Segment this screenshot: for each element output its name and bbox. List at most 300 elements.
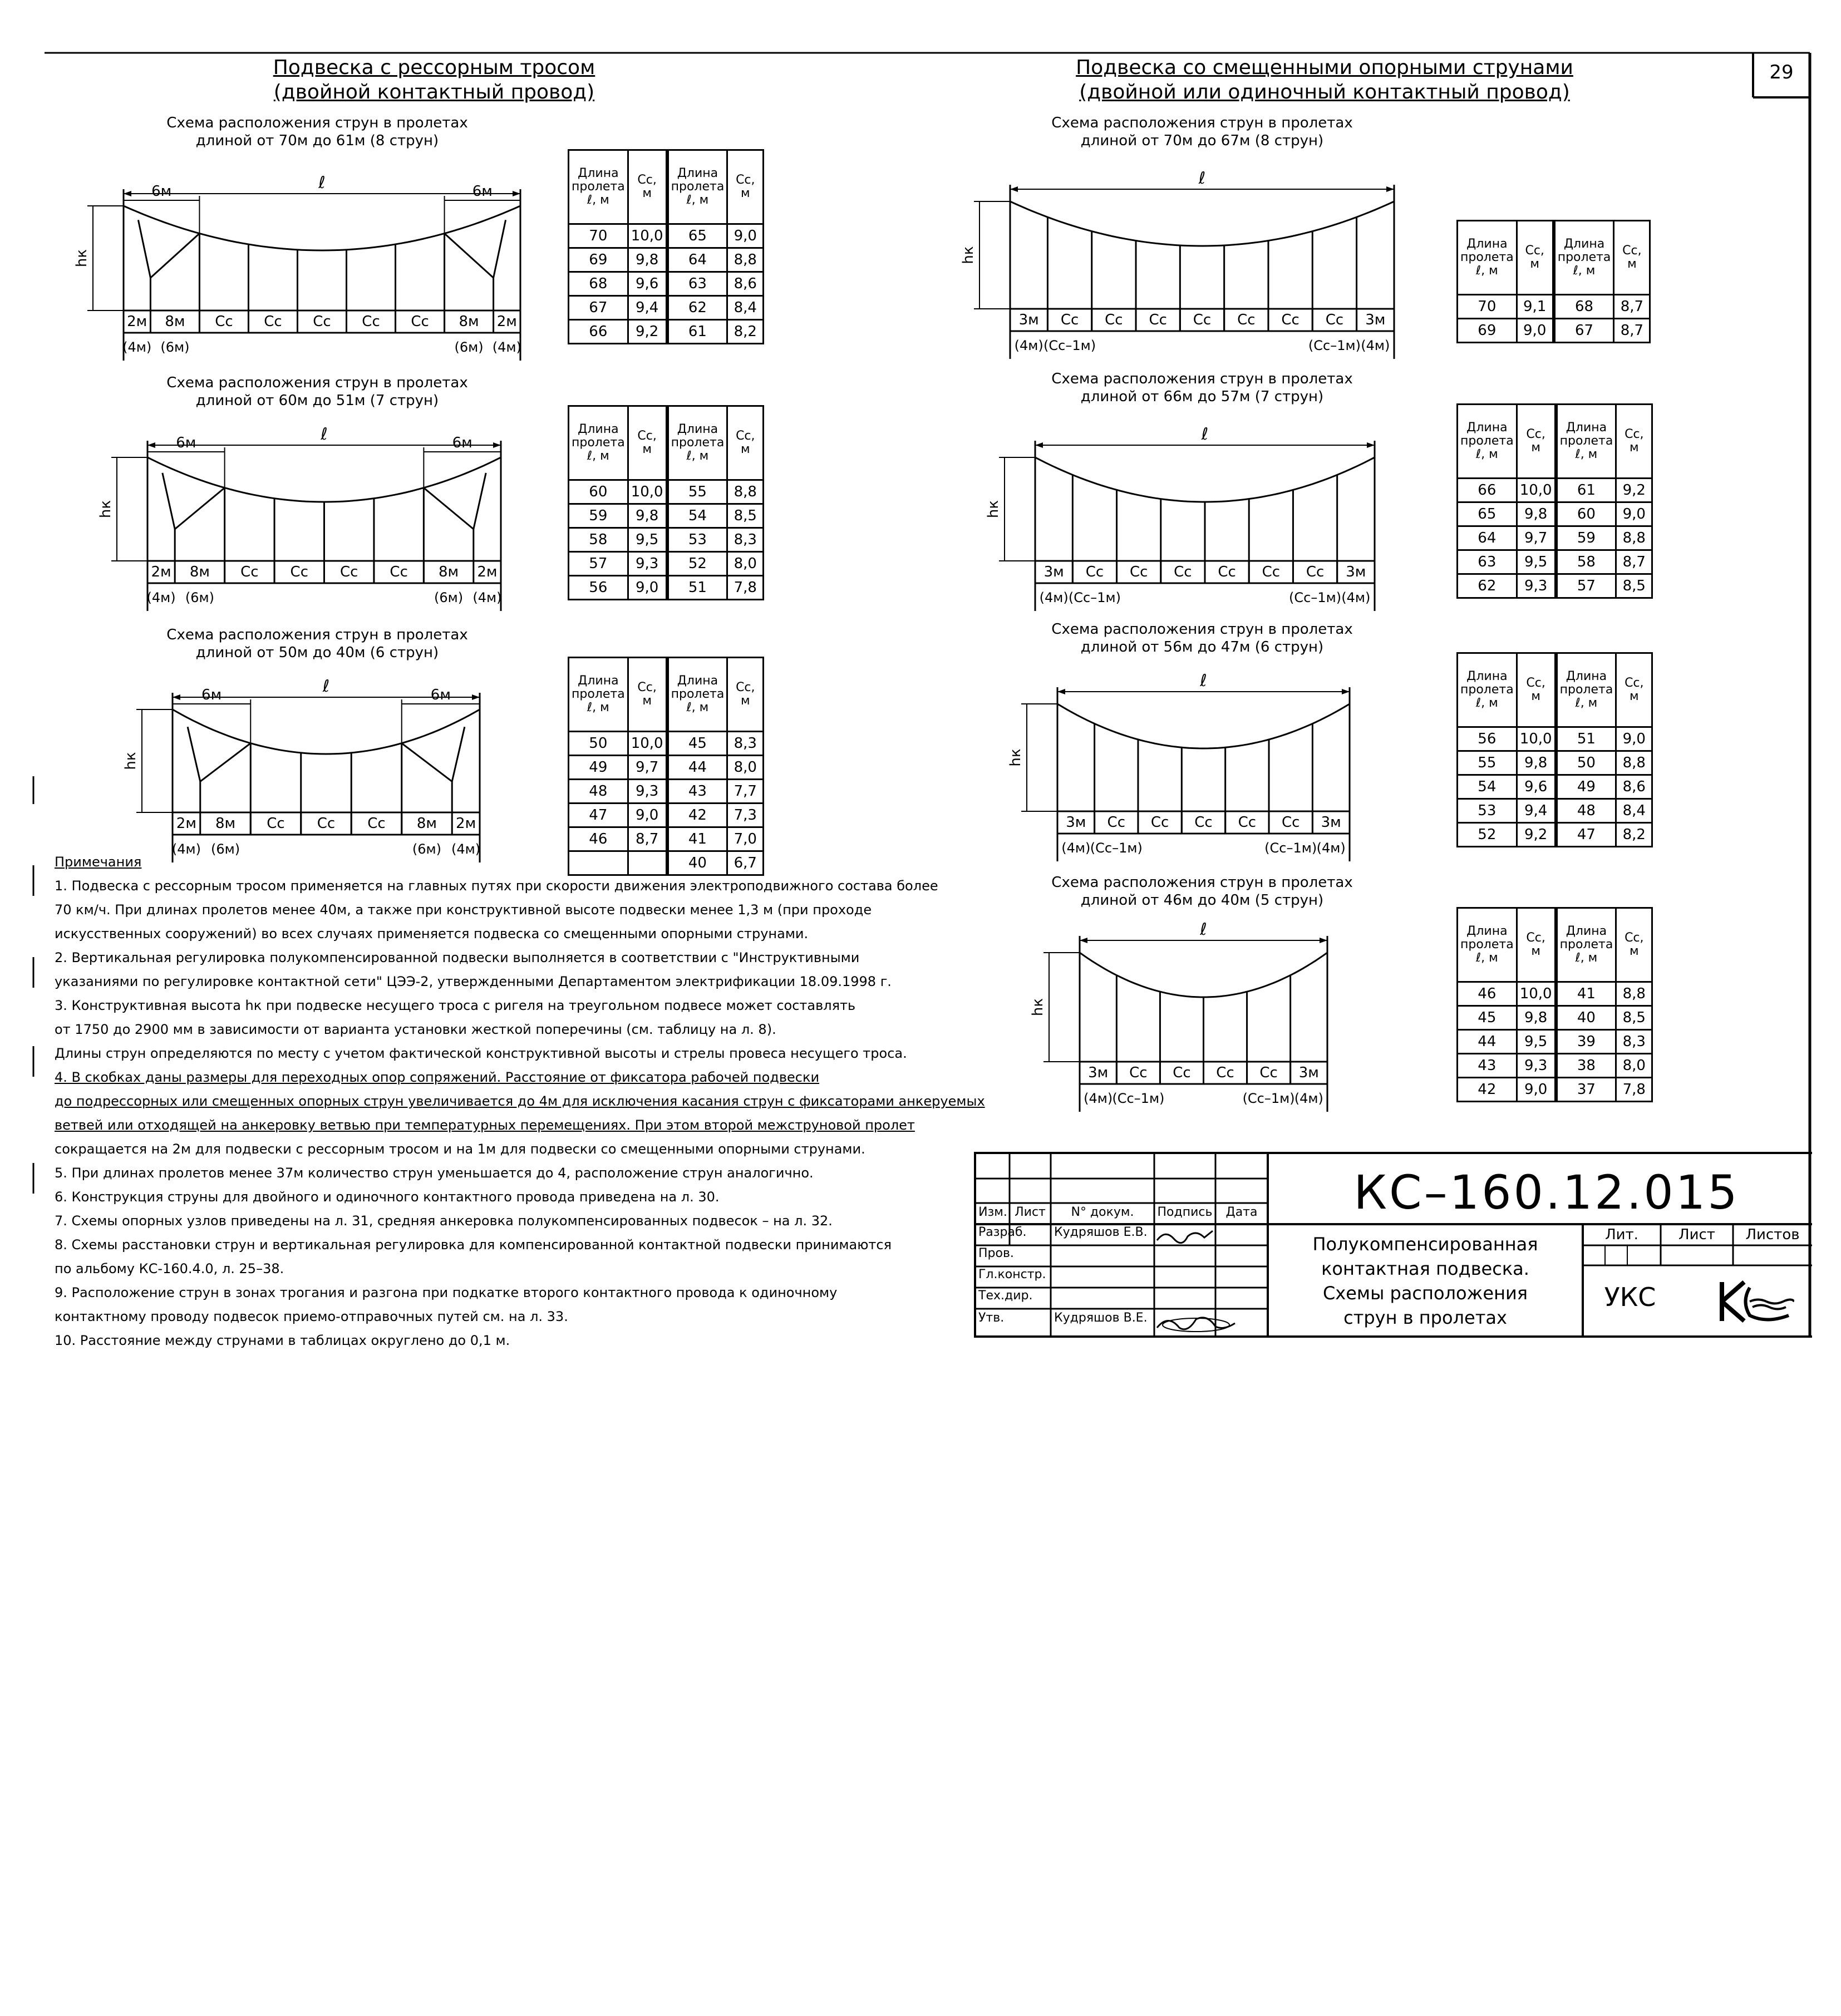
table-header-row (569, 658, 764, 732)
height-symbol: hк (1007, 748, 1024, 767)
table-cell: 69 (569, 248, 628, 272)
table-cell: 44 (667, 756, 727, 780)
left-title (267, 56, 601, 105)
table-cell: 59 (569, 504, 628, 528)
table-row (569, 827, 764, 851)
alt-dimension-label: (Сс–1м) (1112, 1091, 1165, 1106)
spring-dimension-label: 6м (472, 183, 493, 200)
alt-dimension-label: (6м) (454, 339, 484, 355)
table-cell: 60 (569, 480, 628, 504)
table-cell: 9,4 (1517, 799, 1556, 823)
note-line: 4. В скобках даны размеры для переходных опор сопряжений. Расстояние от фиксатора рабочей подвески (55, 1069, 820, 1085)
table-row (569, 272, 764, 296)
messenger-wire (1010, 201, 1394, 246)
alt-dimension-label: (4м) (1014, 338, 1043, 353)
cell-label: Сс (1105, 312, 1123, 328)
table-cell: 60 (1556, 502, 1616, 526)
caption-line: Схема расположения струн в пролетах (1051, 115, 1353, 131)
cell-label: Сс (390, 564, 408, 580)
cell-label: Сс (1281, 814, 1300, 831)
table-cell: 8,6 (727, 272, 764, 296)
span-length-symbol: ℓ (318, 173, 326, 193)
height-symbol: hк (960, 246, 977, 264)
alt-dimension-label: (4м) (122, 339, 152, 355)
cell-label: 3м (1346, 564, 1366, 580)
cell-label: 2м (151, 564, 171, 580)
cell-label: Сс (264, 313, 282, 330)
table-cell: 57 (569, 552, 628, 576)
cell-label: 2м (477, 564, 498, 580)
length-header (569, 406, 628, 480)
table-cell: 67 (569, 296, 628, 320)
cell-label: Сс (317, 815, 336, 832)
right-span-diagram-3 (1024, 893, 1361, 2016)
cell-label: Сс (1194, 814, 1213, 831)
table-row (569, 504, 764, 528)
organization: УКС (1604, 1282, 1656, 1312)
table-row (1458, 295, 1650, 319)
span-length-symbol: ℓ (1200, 671, 1207, 691)
cc-header: Сс, м (1517, 405, 1556, 479)
alt-dimension-label: (6м) (160, 339, 190, 355)
alt-dimension-label: (Сс–1м) (1043, 338, 1096, 353)
cell-label: Сс (1107, 814, 1126, 831)
table-cell: 8,8 (727, 248, 764, 272)
stamp-role: Тех.дир. (978, 1289, 1033, 1303)
table-cell: 52 (1458, 823, 1517, 847)
caption-line: Схема расположения струн в пролетах (1051, 371, 1353, 387)
table-cell: 45 (1458, 1006, 1517, 1030)
table-cell: 54 (667, 504, 727, 528)
stamp-person: Кудряшов Е.В. (1054, 1225, 1148, 1239)
length-header-line: Длина (578, 166, 619, 180)
cc-header: Сс, м (727, 406, 764, 480)
span-length-symbol: ℓ (1201, 425, 1209, 444)
right-title (1074, 56, 1575, 105)
caption-line: Схема расположения струн в пролетах (166, 374, 468, 391)
length-header-line: пролета (1559, 434, 1613, 448)
alt-dimension-label: (4м) (451, 841, 481, 857)
cc-header: Сс, м (1517, 908, 1556, 982)
cell-label: Сс (240, 564, 259, 580)
right-title-line-2: (двойной или одиночный контактный провод) (1079, 81, 1570, 103)
table-cell: 9,5 (628, 528, 667, 552)
note-line: 3. Конструктивная высота hк при подвеске несущего троса с ригеля на треугольном подвесе может составлять (55, 998, 856, 1013)
table-row (1458, 319, 1650, 343)
description-line-2: контактная подвеска. (1321, 1258, 1529, 1279)
caption-line: длиной от 46м до 40м (5 струн) (1080, 892, 1324, 909)
note-line: 5. При длинах пролетов менее 37м количество струн уменьшается до 4, расположение струн аналогично. (55, 1165, 814, 1181)
length-header-line: ℓ, м (1573, 264, 1596, 278)
table-row (569, 248, 764, 272)
table-cell: 10,0 (1517, 727, 1556, 751)
sheets-label: Листов (1745, 1226, 1800, 1243)
cell-label: 3м (1088, 1064, 1109, 1081)
left-length-table-0 (568, 149, 764, 344)
messenger-wire (1057, 704, 1350, 748)
length-header (1458, 908, 1517, 982)
table-cell: 7,3 (727, 804, 764, 827)
spring-wire (452, 727, 465, 781)
cell-label: 2м (176, 815, 196, 832)
table-cell: 42 (1458, 1078, 1517, 1102)
table-cell: 61 (1556, 479, 1616, 502)
spring-dimension-label: 6м (201, 687, 222, 703)
length-header-line: пролета (1559, 683, 1613, 697)
length-header-line: ℓ, м (1476, 447, 1498, 461)
alt-dimension-label: (4м) (1039, 590, 1069, 605)
length-header-line: пролета (1460, 250, 1514, 264)
table-cell: 59 (1556, 526, 1616, 550)
spring-wire (474, 473, 486, 529)
table-cell: 9,6 (628, 272, 667, 296)
table-cell: 9,4 (628, 296, 667, 320)
length-header-line: пролета (1460, 938, 1514, 952)
length-header (1458, 405, 1517, 479)
table-cell: 9,8 (1517, 751, 1556, 775)
table-cell: 55 (667, 480, 727, 504)
table-cell: 10,0 (1517, 479, 1556, 502)
notes-title: Примечания (55, 854, 142, 870)
right-length-table-2 (1456, 652, 1653, 847)
table-cell: 9,2 (628, 320, 667, 344)
cell-label: Сс (215, 313, 233, 330)
length-header-line: Длина (1466, 237, 1508, 251)
caption-line: Схема расположения струн в пролетах (1051, 874, 1353, 891)
left-title-line-2: (двойной контактный провод) (273, 81, 595, 103)
length-header (1554, 221, 1614, 295)
cell-label: Сс (362, 313, 380, 330)
cell-label: Сс (290, 564, 309, 580)
table-cell: 56 (569, 576, 628, 600)
alt-dimension-label: (6м) (434, 590, 464, 605)
alt-dimension-label: (6м) (185, 590, 214, 605)
cell-label: Сс (1085, 564, 1104, 580)
alt-dimension-label: (4м) (1341, 590, 1371, 605)
length-header-line: пролета (572, 180, 625, 194)
span-length-symbol: ℓ (1200, 920, 1207, 939)
table-cell: 48 (1556, 799, 1616, 823)
stamp-role: Пров. (978, 1246, 1014, 1260)
table-row (1458, 574, 1652, 598)
table-cell: 43 (1458, 1054, 1517, 1078)
cell-label: 2м (456, 815, 476, 832)
table-cell: 9,7 (628, 756, 667, 780)
table-cell: 8,8 (1616, 751, 1652, 775)
alt-dimension-label: (4м) (1084, 1091, 1113, 1106)
table-cell: 9,8 (628, 504, 667, 528)
caption-line: длиной от 50м до 40м (6 струн) (195, 644, 439, 661)
note-line: по альбому КС-160.4.0, л. 25–38. (55, 1261, 284, 1276)
cell-label: 2м (127, 313, 147, 330)
table-cell: 7,8 (727, 576, 764, 600)
table-cell: 51 (1556, 727, 1616, 751)
alt-dimension-label: (Сс–1м) (1068, 590, 1121, 605)
caption-line: длиной от 70м до 67м (8 струн) (1080, 132, 1324, 149)
table-cell: 9,5 (1517, 1030, 1556, 1054)
table-cell: 47 (1556, 823, 1616, 847)
length-header-line: ℓ, м (1575, 951, 1598, 965)
table-cell: 9,0 (628, 804, 667, 827)
length-header-line: пролета (1460, 683, 1514, 697)
note-line: 9. Расположение струн в зонах трогания и разгона при подкатке второго контактного провода к одиночному (55, 1285, 838, 1300)
table-cell: 64 (1458, 526, 1517, 550)
length-header-line: пролета (1557, 250, 1611, 264)
spring-wire (445, 234, 494, 278)
organization-logo (1711, 1276, 1794, 1327)
table-cell: 65 (667, 224, 727, 248)
length-header-line: пролета (671, 180, 725, 194)
sheet-label: Лист (1678, 1226, 1715, 1243)
table-row (1458, 982, 1652, 1006)
table-cell: 10,0 (628, 224, 667, 248)
length-header-line: пролета (1460, 434, 1514, 448)
spring-dimension-label: 6м (430, 687, 451, 703)
note-line: 2. Вертикальная регулировка полукомпенсированной подвески выполняется в соответствии с "Инструктивными (55, 950, 860, 965)
table-cell: 38 (1556, 1054, 1616, 1078)
lit-label: Лит. (1605, 1226, 1638, 1243)
table-row (1458, 479, 1652, 502)
right-length-table-1 (1456, 403, 1653, 599)
stamp-column-header: Лист (1015, 1205, 1046, 1219)
left-title-line-1: Подвеска с рессорным тросом (273, 56, 595, 79)
table-cell: 66 (569, 320, 628, 344)
signature-1 (1154, 1226, 1215, 1245)
length-header-line: Длина (578, 674, 619, 688)
length-header-line: ℓ, м (587, 193, 609, 207)
table-cell: 45 (667, 732, 727, 756)
table-cell: 9,3 (628, 552, 667, 576)
table-header-row (1458, 405, 1652, 479)
table-cell: 9,3 (1517, 574, 1556, 598)
cell-label: 3м (1321, 814, 1341, 831)
cell-label: 2м (496, 313, 517, 330)
stamp-person: Кудряшов В.Е. (1054, 1311, 1148, 1325)
messenger-wire (173, 709, 480, 754)
cell-label: Сс (1262, 564, 1281, 580)
table-cell: 50 (1556, 751, 1616, 775)
cell-label: 3м (1298, 1064, 1319, 1081)
length-header (667, 658, 727, 732)
cc-header: Сс, м (1616, 653, 1652, 727)
table-cell: 10,0 (628, 480, 667, 504)
table-row (1458, 550, 1652, 574)
note-line: сокращается на 2м для подвески с рессорным тросом и на 1м для подвески со смещенными опорными струнами. (55, 1141, 865, 1157)
length-header (1556, 653, 1616, 727)
table-row (569, 552, 764, 576)
alt-dimension-label: (6м) (412, 841, 442, 857)
table-cell: 55 (1458, 751, 1517, 775)
table-cell: 46 (569, 827, 628, 851)
spring-wire (188, 727, 200, 781)
right-title-line-1: Подвеска со смещенными опорными струнами (1076, 56, 1573, 79)
height-symbol: hк (122, 752, 139, 770)
spring-dimension-label: 6м (151, 183, 172, 200)
table-cell: 40 (1556, 1006, 1616, 1030)
cell-label: 8м (459, 313, 479, 330)
length-header-line: ℓ, м (1575, 696, 1598, 710)
table-cell: 70 (1458, 295, 1517, 319)
cell-label: Сс (1281, 312, 1299, 328)
messenger-wire (1035, 457, 1375, 502)
spring-dimension-label: 6м (452, 435, 472, 451)
table-cell: 8,7 (1616, 550, 1652, 574)
table-header-row (1458, 221, 1650, 295)
table-cell: 47 (569, 804, 628, 827)
note-line: 10. Расстояние между струнами в таблицах округлено до 0,1 м. (55, 1333, 510, 1348)
table-cell: 58 (1556, 550, 1616, 574)
table-cell: 44 (1458, 1030, 1517, 1054)
table-cell: 8,2 (1616, 823, 1652, 847)
cell-label: Сс (1129, 1064, 1148, 1081)
alt-dimension-label: (Сс–1м) (1242, 1091, 1295, 1106)
table-cell: 8,5 (1616, 1006, 1652, 1030)
length-header-line: Длина (1566, 924, 1607, 938)
cell-label: 8м (416, 815, 437, 832)
cell-label: Сс (1218, 564, 1236, 580)
table-cell: 8,7 (1614, 295, 1650, 319)
table-cell: 49 (569, 756, 628, 780)
table-cell: 9,5 (1517, 550, 1556, 574)
spring-wire (150, 234, 199, 278)
table-cell: 8,5 (727, 504, 764, 528)
table-header-row (569, 406, 764, 480)
table-cell: 9,0 (1517, 1078, 1556, 1102)
table-cell: 8,0 (727, 756, 764, 780)
table-cell: 49 (1556, 775, 1616, 799)
table-row (1458, 775, 1652, 799)
caption-line: Схема расположения струн в пролетах (166, 627, 468, 643)
description-line-3: Схемы расположения (1322, 1283, 1528, 1304)
description-line-1: Полукомпенсированная (1312, 1234, 1538, 1255)
cc-header: Сс, м (1517, 653, 1556, 727)
span-length-symbol: ℓ (1198, 169, 1206, 188)
cell-label: Сс (1238, 814, 1257, 831)
alt-dimension-label: (Сс–1м) (1090, 840, 1143, 856)
table-row (1458, 823, 1652, 847)
table-cell: 62 (1458, 574, 1517, 598)
table-cell: 8,7 (1614, 319, 1650, 343)
length-header-line: ℓ, м (587, 701, 609, 714)
length-header-line: пролета (671, 687, 725, 701)
table-cell: 9,0 (727, 224, 764, 248)
left-length-table-1 (568, 405, 764, 600)
length-header-line: Длина (1566, 421, 1607, 435)
table-cell: 41 (1556, 982, 1616, 1006)
note-line: указаниями по регулировке контактной сети" ЦЭЭ-2, утвержденными Департаментом электрификации 18.09.1998 г. (55, 974, 892, 989)
table-row (569, 756, 764, 780)
table-cell: 62 (667, 296, 727, 320)
length-header-line: ℓ, м (1476, 951, 1498, 965)
note-line: ветвей или отходящей на анкеровку ветвью при температурных перемещениях. При этом второй межструновой пролет (55, 1117, 915, 1133)
cc-header: Сс, м (1614, 221, 1650, 295)
span-length-symbol: ℓ (321, 425, 328, 444)
table-cell: 7,0 (727, 827, 764, 851)
table-cell: 8,0 (727, 552, 764, 576)
drawing-description (1268, 1232, 1583, 1330)
length-header-line: ℓ, м (587, 449, 609, 463)
spring-wire (200, 743, 250, 782)
cell-label: 3м (1043, 564, 1064, 580)
table-row (569, 224, 764, 248)
cell-label: Сс (1173, 1064, 1191, 1081)
notes (55, 850, 1001, 1353)
cc-header: Сс, м (628, 150, 667, 224)
stamp-column-header: Изм. (978, 1205, 1007, 1219)
stamp-role: Гл.констр. (978, 1268, 1046, 1281)
table-cell: 56 (1458, 727, 1517, 751)
note-line: 6. Конструкция струны для двойного и одиночного контактного провода приведена на л. 30. (55, 1189, 720, 1205)
table-cell: 39 (1556, 1030, 1616, 1054)
table-cell: 8,8 (1616, 526, 1652, 550)
cc-header: Сс, м (1616, 405, 1652, 479)
stamp-role: Утв. (978, 1311, 1005, 1325)
cell-label: Сс (1149, 312, 1167, 328)
caption-line: длиной от 60м до 51м (7 струн) (195, 392, 439, 409)
alt-dimension-label: (4м) (1061, 840, 1091, 856)
length-header-line: Длина (1563, 237, 1605, 251)
height-symbol: hк (73, 249, 90, 268)
stamp-column-header: N° докум. (1071, 1205, 1134, 1219)
right-length-table-3 (1456, 907, 1653, 1102)
table-row (1458, 1006, 1652, 1030)
table-cell: 8,2 (727, 320, 764, 344)
caption-line: длиной от 70м до 61м (8 струн) (195, 132, 439, 149)
table-row (569, 480, 764, 504)
height-symbol: hк (1030, 998, 1046, 1017)
table-cell: 9,2 (1616, 479, 1652, 502)
cell-label: Сс (1193, 312, 1212, 328)
table-cell: 63 (1458, 550, 1517, 574)
stamp-column-header: Дата (1225, 1205, 1258, 1219)
table-cell: 9,3 (628, 780, 667, 804)
table-cell: 9,1 (1517, 295, 1554, 319)
table-cell: 9,8 (1517, 502, 1556, 526)
table-cell: 68 (569, 272, 628, 296)
length-header-line: Длина (1466, 421, 1508, 435)
table-cell: 67 (1554, 319, 1614, 343)
length-header-line: пролета (572, 687, 625, 701)
table-cell: 52 (667, 552, 727, 576)
cell-label: Сс (1259, 1064, 1278, 1081)
table-row (1458, 799, 1652, 823)
alt-dimension-label: (4м) (1361, 338, 1390, 353)
length-header-line: пролета (572, 436, 625, 450)
table-cell: 63 (667, 272, 727, 296)
table-row (569, 528, 764, 552)
table-cell: 53 (1458, 799, 1517, 823)
stamp-role: Разраб. (978, 1225, 1027, 1239)
table-cell: 9,0 (1616, 502, 1652, 526)
table-row (1458, 1054, 1652, 1078)
table-cell: 9,0 (1517, 319, 1554, 343)
table-row (569, 576, 764, 600)
spring-wire (402, 743, 452, 782)
left-length-table-2 (568, 657, 764, 876)
table-cell: 41 (667, 827, 727, 851)
note-line: 70 км/ч. При длинах пролетов менее 40м, а также при конструктивной высоте подвески менее 1,3 м (при проходе (55, 902, 872, 918)
table-cell: 9,0 (1616, 727, 1652, 751)
table-cell: 9,6 (1517, 775, 1556, 799)
title-block (974, 1152, 1812, 1338)
cc-header: Сс, м (628, 658, 667, 732)
spring-wire (175, 488, 224, 529)
table-row (1458, 1078, 1652, 1102)
table-cell: 9,7 (1517, 526, 1556, 550)
table-row (569, 780, 764, 804)
spring-wire (163, 473, 175, 529)
spring-wire (494, 220, 506, 278)
